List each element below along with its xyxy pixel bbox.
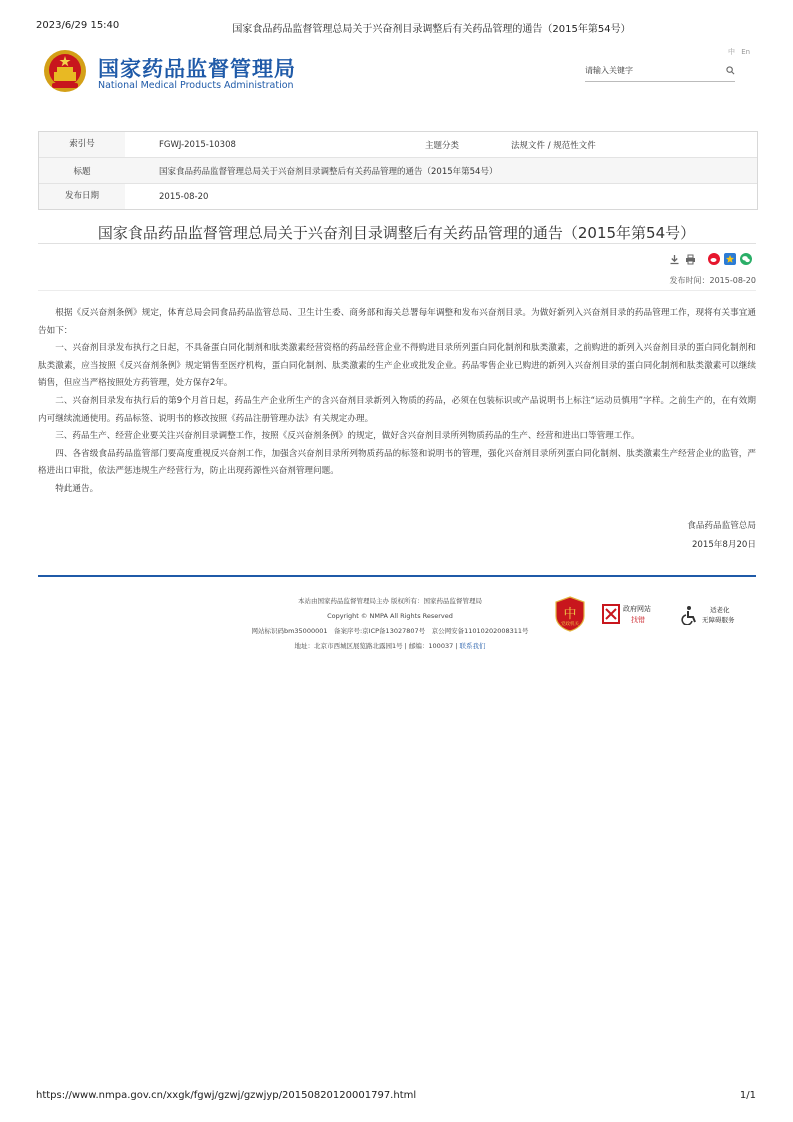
svg-text:中: 中: [563, 607, 577, 622]
article-title: 国家食品药品监督管理总局关于兴奋剂目录调整后有关药品管理的通告（2015年第54号）: [97, 224, 696, 242]
language-switch: [728, 47, 754, 57]
lang-zh-link[interactable]: 中: [728, 48, 735, 56]
footer-copyright: Copyright © NMPA All Rights Reserved: [327, 612, 453, 620]
article-tools: [668, 252, 752, 266]
search-input[interactable]: [585, 61, 735, 82]
gov-site-error-badge[interactable]: [601, 601, 661, 629]
meta-index-value: FGWJ-2015-10308: [159, 139, 236, 150]
paragraph: 二、兴奋剂目录发布执行后的第9个月首日起，药品生产企业所生产的含兴奋剂目录新列入物质的药品，必须在包装标识或产品说明书上标注“运动员慎用”字样。之前生产的，在有效期内可继续流通使用。药品标签、说明书的修改按照《药品注册管理办法》有关规定办理。: [38, 395, 756, 424]
sign-date: 2015年8月20日: [691, 540, 756, 550]
search-icon[interactable]: [726, 66, 735, 75]
meta-title-value: 国家食品药品监督管理总局关于兴奋剂目录调整后有关药品管理的通告（2015年第54号）: [159, 166, 498, 177]
site-footer: [220, 594, 560, 654]
site-name[interactable]: 国家药品监督管理局: [98, 57, 296, 81]
signer: 食品药品监管总局: [687, 521, 756, 531]
accessibility-label: 适老化: [710, 606, 730, 614]
article-body: [38, 305, 756, 499]
paragraph: 四、各省级食品药品监管部门要高度重视反兴奋剂工作，加强含兴奋剂目录所列物质药品的标签和说明书的管理，强化兴奋剂目录所列蛋白同化制剂、肽类激素生产经营企业的监管，严格进出口审批，依法严惩违规生产经营行为，防止出现药源性兴奋剂管理问题。: [38, 448, 756, 477]
lang-en-link[interactable]: En: [741, 48, 751, 56]
gov-site-label: 政府网站: [623, 605, 651, 613]
footer-divider: [38, 575, 756, 577]
footer-address-line: [220, 639, 560, 654]
meta-category-value: 法规文件 / 规范性文件: [511, 140, 596, 151]
meta-row-title: [39, 158, 757, 184]
print-datetime: 2023/6/29 15:40: [36, 20, 120, 31]
accessibility-badge[interactable]: [680, 603, 750, 627]
document-meta-table: [38, 131, 758, 210]
print-page-number: 1/1: [739, 1090, 756, 1101]
gov-site-error-icon: [601, 603, 621, 625]
accessibility-icon: [680, 605, 700, 625]
gov-site-sub-label: 找错: [631, 616, 645, 624]
footer-registration: 网站标识码bm35000001 备案序号:京ICP备13027807号 京公网安备11010202008311号: [251, 627, 529, 635]
paragraph: 三、药品生产、经营企业要关注兴奋剂目录调整工作，按照《反兴奋剂条例》的规定，做好含兴奋剂目录所列物质药品的生产、经营和进出口等管理工作。: [55, 431, 640, 442]
pubtime-divider: [38, 290, 756, 291]
wechat-share-icon[interactable]: [740, 253, 752, 265]
title-divider: [38, 243, 756, 244]
party-gov-badge-text: 党政机关: [561, 622, 579, 627]
publish-time: 发布时间：2015-08-20: [669, 276, 756, 285]
tools-spacer: [700, 253, 704, 265]
contact-us-link[interactable]: 联系我们: [459, 642, 486, 650]
accessibility-sub-label: 无障碍服务: [702, 616, 735, 624]
download-icon[interactable]: [668, 253, 680, 265]
print-url: https://www.nmpa.gov.cn/xxgk/fgwj/gzwj/gzwjyp/20150820120001797.html: [36, 1090, 417, 1101]
party-gov-badge[interactable]: [554, 596, 586, 632]
meta-title-label: 标题: [73, 166, 91, 177]
paragraph: 特此通告。: [55, 483, 99, 494]
weibo-share-icon[interactable]: [708, 253, 720, 265]
meta-date-label: 发布日期: [39, 184, 125, 209]
print-icon[interactable]: [684, 253, 696, 265]
paragraph: 根据《反兴奋剂条例》规定，体育总局会同食品药品监管总局、卫生计生委、商务部和海关总署每年调整和发布兴奋剂目录。为做好新列入兴奋剂目录的药品管理工作，现将有关事宜通告如下：: [38, 308, 756, 336]
footer-address: 地址：北京市西城区展览路北露园1号 | 邮编：100037 |: [294, 642, 460, 650]
meta-row-date: [39, 184, 757, 209]
signature-block: [687, 517, 756, 555]
meta-index-label: 索引号: [39, 132, 125, 157]
paragraph: 一、兴奋剂目录发布执行之日起，不具备蛋白同化制剂和肽类激素经营资格的药品经营企业不得购进目录所列蛋白同化制剂和肽类激素，之前购进的新列入兴奋剂目录的蛋白同化制剂和肽类激素，应当按照《反兴奋剂条例》规定销售至医疗机构，蛋白同化制剂、肽类激素的生产企业或批发企业。药品零售企业已购进的新列入兴奋剂目录的蛋白同化制剂和肽类激素可以继续销售，但应当严格按照处方药管理，处方保存2年。: [38, 343, 756, 389]
national-emblem-icon: [42, 48, 88, 94]
meta-category-label: 主题分类: [424, 140, 459, 151]
search-placeholder: 请输入关键字: [585, 66, 633, 75]
footer-sponsor: 本站由国家药品监督管理局主办 版权所有：国家药品监督管理局: [297, 597, 483, 605]
site-name-en: National Medical Products Administration: [98, 80, 294, 91]
print-page-title: 国家食品药品监督管理总局关于兴奋剂目录调整后有关药品管理的通告（2015年第54号）: [232, 24, 631, 35]
meta-row-index: [39, 132, 757, 158]
favorite-share-icon[interactable]: [724, 253, 736, 265]
meta-date-value: 2015-08-20: [159, 191, 209, 202]
